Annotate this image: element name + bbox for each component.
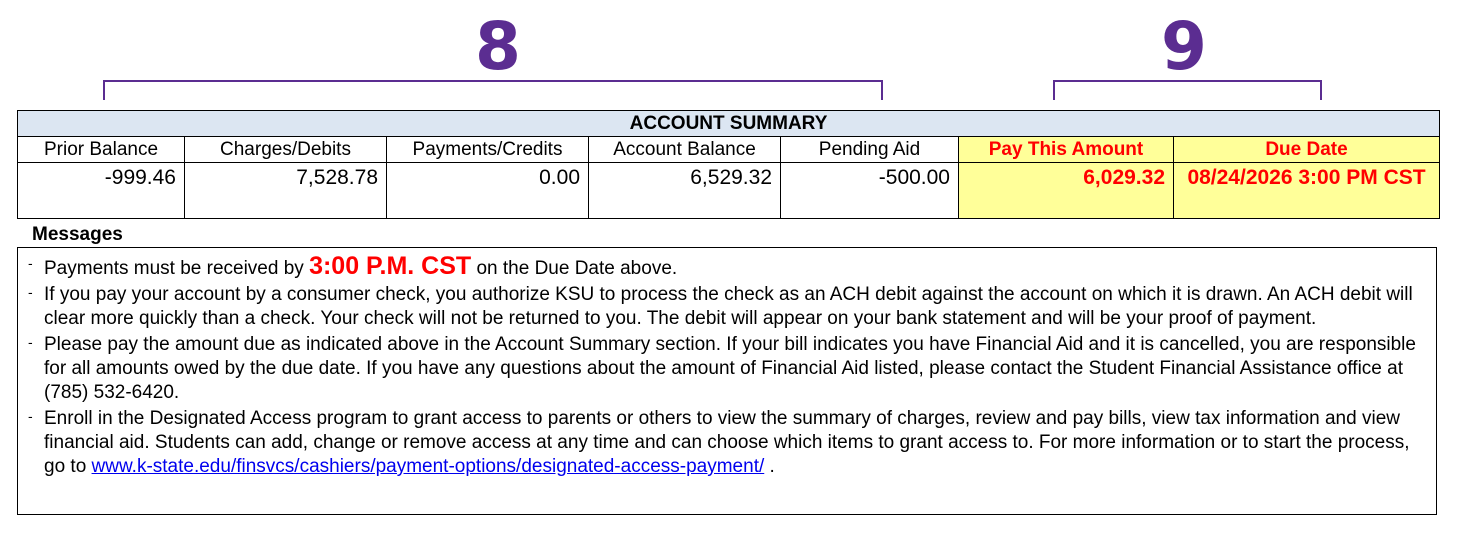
message-item — [22, 254, 1424, 281]
value-pay-this-amount: 6,029.32 — [959, 163, 1174, 219]
callout-bracket-9 — [1053, 80, 1322, 100]
value-payments-credits: 0.00 — [387, 163, 589, 219]
callout-bracket-8 — [103, 80, 883, 100]
header-charges-debits: Charges/Debits — [185, 137, 387, 163]
header-due-date: Due Date — [1174, 137, 1440, 163]
messages-heading: Messages — [32, 224, 123, 245]
messages-box — [17, 247, 1437, 515]
message-text: If you pay your account by a consumer check, you authorize KSU to process the check as an ACH debit against the account on which it is drawn. An ACH debit will clear more quickly than a check. Your check will not be returned to you. The debit will appear on your bank statement and will be your proof of payment. — [44, 284, 1413, 329]
header-pay-this-amount: Pay This Amount — [959, 137, 1174, 163]
message-item — [22, 283, 1424, 331]
value-due-date: 08/24/2026 3:00 PM CST — [1174, 163, 1440, 219]
header-prior-balance: Prior Balance — [18, 137, 185, 163]
message-text — [44, 254, 1424, 281]
callout-number-9: 9 — [1161, 8, 1207, 85]
message-text-prefix: Enroll in the Designated Access program to grant access to parents or others to view the summary of charges, review and pay bills, view tax information and view financial aid. Students can add, change or remove access at any time and can choose which items to grant access to. For more information or to start the process, go to — [44, 408, 1410, 477]
account-summary-table — [17, 110, 1440, 219]
message-text: Please pay the amount due as indicated above in the Account Summary section. If your bill indicates you have Financial Aid and it is cancelled, you are responsible for all amounts owed by the due date. If you have any questions about the amount of Financial Aid listed, please contact the Student Financial Assistance office at (785) 532-6420. — [44, 334, 1416, 403]
value-charges-debits: 7,528.78 — [185, 163, 387, 219]
message-bullet: - — [28, 408, 33, 424]
header-payments-credits: Payments/Credits — [387, 137, 589, 163]
value-pending-aid: -500.00 — [781, 163, 959, 219]
deadline-time: 3:00 P.M. CST — [309, 252, 472, 280]
message-text — [44, 407, 1424, 479]
callout-number-8: 8 — [475, 8, 521, 85]
designated-access-link[interactable]: www.k-state.edu/finsvcs/cashiers/payment-options/designated-access-payment/ — [91, 456, 765, 477]
header-account-balance: Account Balance — [589, 137, 781, 163]
message-item — [22, 407, 1424, 479]
value-prior-balance: -999.46 — [18, 163, 185, 219]
message-text-suffix: . — [764, 456, 775, 477]
message-item — [22, 333, 1424, 405]
account-summary-title: ACCOUNT SUMMARY — [18, 111, 1440, 137]
message-text-prefix: Payments must be received by — [44, 258, 310, 279]
message-bullet: - — [28, 334, 33, 350]
message-text-suffix: on the Due Date above. — [471, 258, 678, 279]
value-account-balance: 6,529.32 — [589, 163, 781, 219]
header-pending-aid: Pending Aid — [781, 137, 959, 163]
message-bullet: - — [28, 255, 33, 271]
summary-value-row — [18, 163, 1440, 219]
summary-header-row — [18, 137, 1440, 163]
message-bullet: - — [28, 284, 33, 300]
